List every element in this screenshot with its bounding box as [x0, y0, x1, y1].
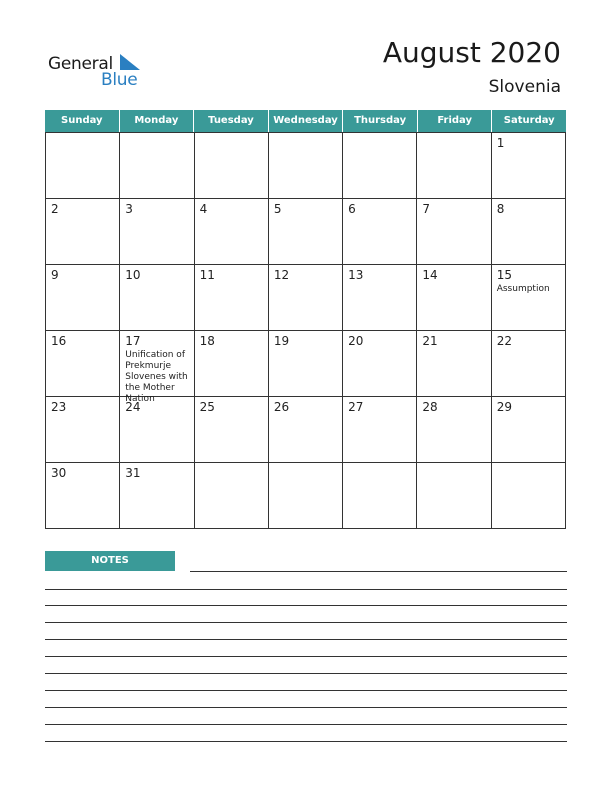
day-cell: [195, 463, 269, 529]
day-cell: [343, 133, 417, 199]
day-cell: [417, 331, 491, 397]
day-number: 13: [348, 268, 364, 282]
day-cell: [269, 199, 343, 265]
notes-label: NOTES: [45, 551, 175, 571]
day-number: 20: [348, 334, 364, 348]
day-number: 28: [422, 400, 438, 414]
day-number: 7: [422, 202, 431, 216]
day-number: 2: [51, 202, 59, 216]
holiday-label: Assumption: [496, 284, 550, 294]
calendar: [45, 110, 566, 529]
holiday-label: Unification of Prekmurje Slovenes with the Mother Nation: [125, 350, 188, 404]
day-cell: [269, 265, 343, 331]
day-cell: [492, 331, 566, 397]
day-cell: [269, 463, 343, 529]
day-cell: [120, 463, 194, 529]
day-number: 1: [496, 136, 505, 150]
day-number: 3: [125, 202, 133, 216]
day-cell: [46, 265, 120, 331]
day-number: 24: [125, 400, 141, 414]
day-cell: [343, 463, 417, 529]
day-number: 30: [51, 466, 67, 480]
day-number: 25: [199, 400, 215, 414]
weekday-tuesday: Tuesday: [193, 110, 268, 132]
day-number: 19: [273, 334, 290, 348]
day-number: 23: [51, 400, 67, 414]
day-number: 14: [422, 268, 438, 282]
day-number: 10: [125, 268, 141, 282]
page-title: August 2020: [382, 36, 561, 69]
day-cell: [195, 199, 269, 265]
note-line: [45, 622, 567, 623]
day-number: 5: [273, 202, 282, 216]
logo-triangle-icon: [118, 54, 140, 70]
day-cell: [269, 397, 343, 463]
day-number: 8: [496, 202, 505, 216]
note-line: [45, 673, 567, 674]
day-number: 31: [125, 466, 141, 480]
day-cell: [46, 463, 120, 529]
note-line: [45, 656, 567, 657]
day-number: 4: [199, 202, 208, 216]
day-number: 11: [199, 268, 215, 282]
day-cell: [195, 331, 269, 397]
logo-text-general: General: [48, 54, 113, 74]
day-cell: [120, 265, 194, 331]
day-cell: [46, 397, 120, 463]
day-cell: [120, 133, 194, 199]
note-line: [190, 571, 567, 572]
weekday-saturday: Saturday: [491, 110, 566, 132]
day-cell: [195, 265, 269, 331]
note-line: [45, 690, 567, 691]
day-cell: [343, 331, 417, 397]
day-number: 27: [348, 400, 364, 414]
note-line: [45, 707, 567, 708]
calendar-grid: [45, 132, 566, 529]
weekday-header: [45, 110, 566, 132]
day-cell: [195, 133, 269, 199]
day-cell: [417, 463, 491, 529]
day-number: 17: [125, 334, 141, 348]
day-cell: [492, 199, 566, 265]
weekday-wednesday: Wednesday: [268, 110, 343, 132]
day-cell: [120, 331, 194, 404]
day-cell: [417, 265, 491, 331]
day-number: 16: [51, 334, 67, 348]
day-number: 9: [51, 268, 59, 282]
day-cell: [492, 265, 566, 331]
day-number: 15: [496, 268, 512, 282]
day-cell: [417, 199, 491, 265]
day-cell: [46, 331, 120, 397]
day-cell: [46, 133, 120, 199]
note-line: [45, 639, 567, 640]
weekday-monday: Monday: [119, 110, 194, 132]
day-cell: [269, 331, 343, 397]
day-number: 22: [496, 334, 512, 348]
day-cell: [269, 133, 343, 199]
day-number: 26: [273, 400, 290, 414]
country-name: Slovenia: [488, 77, 561, 97]
note-line: [45, 724, 567, 725]
day-cell: [46, 199, 120, 265]
day-number: 6: [348, 202, 356, 216]
day-number: 29: [496, 400, 512, 414]
day-cell: [343, 265, 417, 331]
day-number: 18: [199, 334, 215, 348]
day-cell: [343, 199, 417, 265]
note-line: [45, 589, 567, 590]
brand-logo: [48, 52, 158, 92]
weekday-thursday: Thursday: [342, 110, 417, 132]
note-line: [45, 741, 567, 742]
day-cell: [492, 397, 566, 463]
day-cell: [417, 133, 491, 199]
weekday-sunday: Sunday: [61, 115, 103, 126]
day-number: 12: [273, 268, 290, 282]
day-cell: [417, 397, 491, 463]
weekday-friday: Friday: [417, 110, 492, 132]
note-line: [45, 605, 567, 606]
day-cell: [492, 463, 566, 529]
day-cell: [492, 133, 566, 199]
day-number: 21: [422, 334, 438, 348]
day-cell: [343, 397, 417, 463]
logo-text-blue: Blue: [101, 70, 138, 90]
day-cell: [120, 397, 194, 463]
day-cell: [195, 397, 269, 463]
day-cell: [120, 199, 194, 265]
